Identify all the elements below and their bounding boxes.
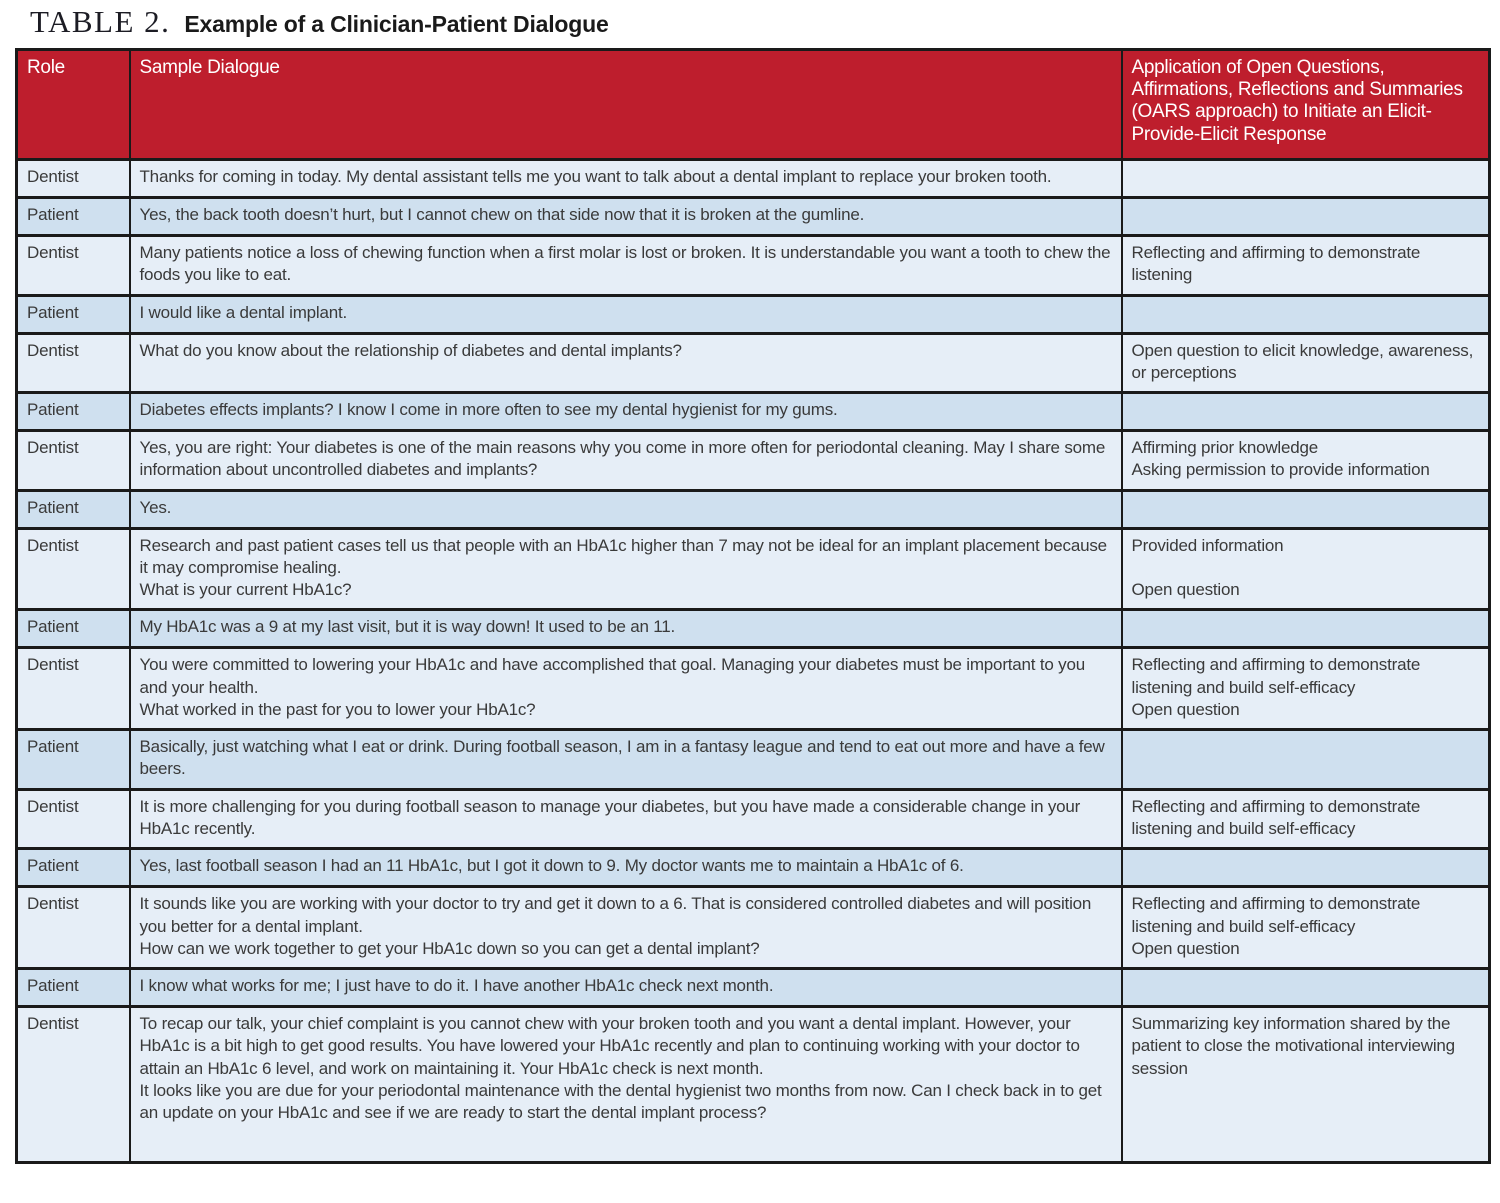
table-row [17, 490, 1490, 528]
dialogue-cell [130, 610, 1122, 648]
role-cell: Dentist [17, 431, 130, 491]
application-cell [1122, 431, 1490, 491]
application-line: Open question [1131, 699, 1240, 719]
application-cell [1122, 849, 1490, 887]
application-cell [1122, 236, 1490, 296]
application-cell [1122, 969, 1490, 1007]
role-cell: Dentist [17, 887, 130, 969]
table-row [17, 789, 1490, 849]
dialogue-cell [130, 393, 1122, 431]
table-row [17, 295, 1490, 333]
application-cell [1122, 648, 1490, 730]
header-sample-dialogue: Sample Dialogue [130, 50, 1122, 160]
application-cell [1122, 490, 1490, 528]
table-number-label: TABLE 2. [30, 4, 171, 39]
dialogue-cell [130, 789, 1122, 849]
role-cell: Dentist [17, 333, 130, 393]
dialogue-paragraph: To recap our talk, your chief complaint is you cannot chew with your broken tooth and you want a dental implant. However, your HbA1c is a bit high to get good results. You have lowered your HbA1c recently and plan to continuing working with your doctor to attain an HbA1c 6 level, and work on maintaining it. Your HbA1c check is next month. [139, 1014, 1080, 1078]
header-oars-application: Application of Open Questions, Affirmations, Reflections and Summaries (OARS approach) to Initiate an Elicit-Provide-Elicit Response [1122, 50, 1490, 160]
dialogue-paragraph: I would like a dental implant. [139, 302, 348, 322]
clinician-patient-dialogue-table [15, 48, 1491, 1164]
table-row [17, 610, 1490, 648]
dialogue-cell [130, 887, 1122, 969]
application-cell [1122, 730, 1490, 790]
dialogue-cell [130, 648, 1122, 730]
role-cell: Patient [17, 610, 130, 648]
application-line: Reflecting and affirming to demonstrate listening and build self-efficacy [1131, 655, 1421, 697]
application-line [1132, 557, 1480, 579]
dialogue-paragraph: You were committed to lowering your HbA1c and have accomplished that goal. Managing your diabetes must be important to you and your health. [139, 655, 1085, 697]
role-cell: Dentist [17, 160, 130, 198]
dialogue-paragraph: Diabetes effects implants? I know I come in more often to see my dental hygienist for my gums. [139, 400, 838, 420]
role-cell: Patient [17, 295, 130, 333]
application-line: Open question to elicit knowledge, awareness, or perceptions [1131, 340, 1474, 382]
dialogue-paragraph: It sounds like you are working with your doctor to try and get it down to a 6. That is considered controlled diabetes and will position you better for a dental implant. [139, 894, 1092, 936]
table-row [17, 160, 1490, 198]
table-header [17, 50, 1490, 160]
dialogue-paragraph: Many patients notice a loss of chewing function when a first molar is lost or broken. It is understandable you want a tooth to chew the foods you like to eat. [139, 243, 1111, 285]
dialogue-cell [130, 431, 1122, 491]
application-cell [1122, 887, 1490, 969]
header-role: Role [17, 50, 130, 160]
application-line: Open question [1131, 580, 1240, 600]
application-line: Provided information [1131, 535, 1284, 555]
role-cell: Dentist [17, 1007, 130, 1163]
table-row [17, 730, 1490, 790]
role-cell: Patient [17, 393, 130, 431]
application-line: Open question [1131, 938, 1240, 958]
application-line: Reflecting and affirming to demonstrate listening [1131, 243, 1421, 285]
application-cell [1122, 198, 1490, 236]
role-cell: Dentist [17, 236, 130, 296]
table-row [17, 236, 1490, 296]
role-cell: Patient [17, 198, 130, 236]
table-row [17, 431, 1490, 491]
application-line: Affirming prior knowledge [1131, 438, 1318, 458]
role-cell: Dentist [17, 528, 130, 610]
dialogue-paragraph: Yes, the back tooth doesn’t hurt, but I cannot chew on that side now that it is broken at the gumline. [139, 205, 865, 224]
application-cell [1122, 333, 1490, 393]
dialogue-cell [130, 295, 1122, 333]
application-cell [1122, 160, 1490, 198]
application-cell [1122, 393, 1490, 431]
dialogue-paragraph: Basically, just watching what I eat or drink. During football season, I am in a fantasy league and tend to eat out more and have a few beers. [139, 737, 1105, 779]
dialogue-paragraph: My HbA1c was a 9 at my last visit, but it is way down! It used to be an 11. [139, 617, 676, 637]
application-line: Reflecting and affirming to demonstrate listening and build self-efficacy [1131, 894, 1421, 936]
table-caption [30, 4, 1500, 40]
application-line: Summarizing key information shared by the patient to close the motivational interviewing session [1131, 1014, 1455, 1078]
dialogue-paragraph: I know what works for me; I just have to do it. I have another HbA1c check next month. [139, 976, 774, 996]
dialogue-paragraph: It looks like you are due for your periodontal maintenance with the dental hygienist two months from now. Can I check back in to get an update on your HbA1c and see if we are ready to start the dental implant process? [139, 1080, 1102, 1123]
application-cell [1122, 1007, 1490, 1163]
dialogue-paragraph: Yes, last football season I had an 11 HbA1c, but I got it down to 9. My doctor wants me to maintain a HbA1c of 6. [139, 856, 964, 876]
role-cell: Patient [17, 969, 130, 1007]
dialogue-cell [130, 333, 1122, 393]
table-row [17, 333, 1490, 393]
dialogue-cell [130, 969, 1122, 1007]
role-cell: Patient [17, 490, 130, 528]
table-body [17, 160, 1490, 1163]
application-line: Asking permission to provide information [1131, 460, 1430, 480]
table-row [17, 887, 1490, 969]
role-cell: Patient [17, 730, 130, 790]
table-row [17, 198, 1490, 236]
dialogue-cell [130, 236, 1122, 296]
dialogue-paragraph: It is more challenging for you during football season to manage your diabetes, but you have made a considerable change in your HbA1c recently. [139, 796, 1081, 838]
application-cell [1122, 610, 1490, 648]
dialogue-cell [130, 490, 1122, 528]
table-row [17, 849, 1490, 887]
application-line: Reflecting and affirming to demonstrate listening and build self-efficacy [1131, 796, 1421, 838]
table-title: Example of a Clinician-Patient Dialogue [184, 11, 609, 37]
dialogue-cell [130, 730, 1122, 790]
dialogue-paragraph: Yes, you are right: Your diabetes is one of the main reasons why you come in more often for periodontal cleaning. May I share some information about uncontrolled diabetes and implants? [139, 438, 1106, 480]
dialogue-cell [130, 528, 1122, 610]
dialogue-cell [130, 849, 1122, 887]
dialogue-cell [130, 160, 1122, 198]
role-cell: Dentist [17, 789, 130, 849]
application-cell [1122, 789, 1490, 849]
table-row [17, 648, 1490, 730]
dialogue-cell [130, 1007, 1122, 1163]
dialogue-paragraph: How can we work together to get your HbA1c down so you can get a dental implant? [139, 938, 760, 958]
dialogue-paragraph: Thanks for coming in today. My dental assistant tells me you want to talk about a dental implant to replace your broken tooth. [139, 167, 1052, 186]
dialogue-paragraph: What do you know about the relationship of diabetes and dental implants? [139, 340, 682, 360]
dialogue-paragraph: Yes. [139, 497, 172, 517]
role-cell: Patient [17, 849, 130, 887]
application-cell [1122, 295, 1490, 333]
dialogue-paragraph: What worked in the past for you to lower your HbA1c? [139, 699, 536, 719]
dialogue-cell [130, 198, 1122, 236]
dialogue-paragraph: Research and past patient cases tell us that people with an HbA1c higher than 7 may not be ideal for an implant placement because it may compromise healing. [139, 535, 1107, 577]
role-cell: Dentist [17, 648, 130, 730]
table-row [17, 528, 1490, 610]
table-row [17, 969, 1490, 1007]
table-row [17, 393, 1490, 431]
table-row [17, 1007, 1490, 1163]
dialogue-paragraph: What is your current HbA1c? [139, 580, 352, 600]
application-cell [1122, 528, 1490, 610]
